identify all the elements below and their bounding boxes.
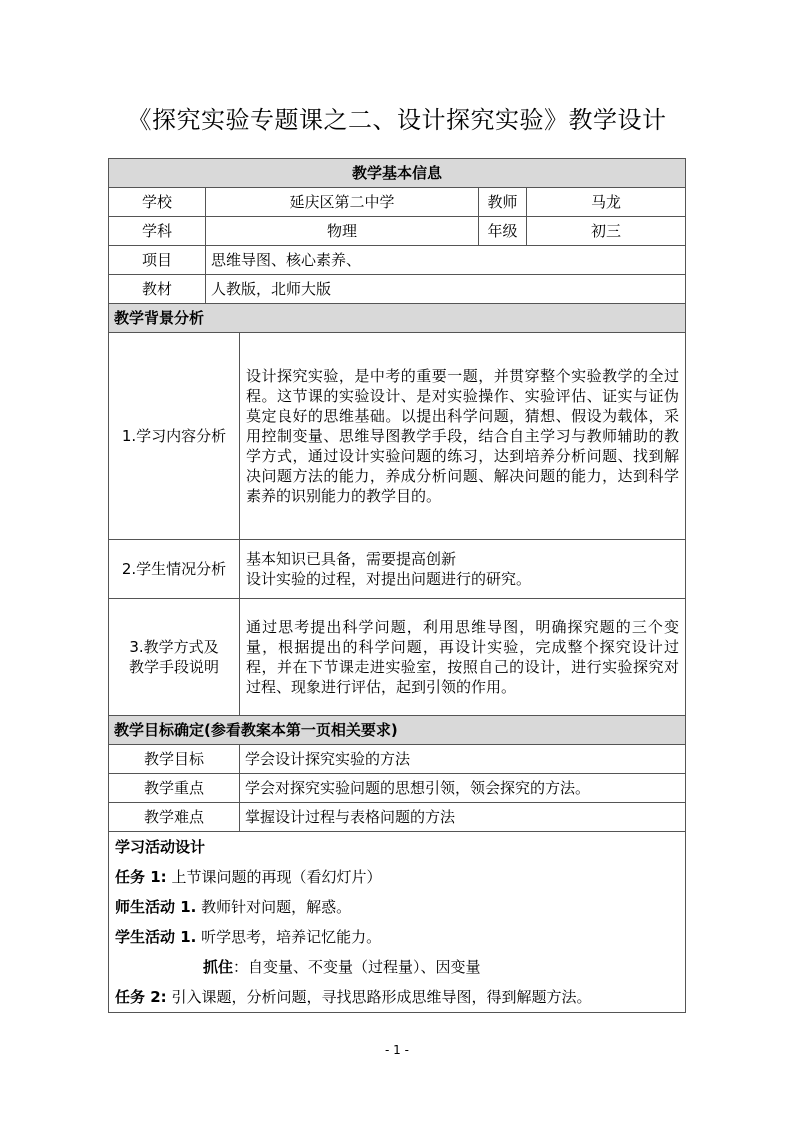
method-label-line2: 教学手段说明 <box>128 658 219 676</box>
background-header-row <box>109 304 686 333</box>
document-title: 《探究实验专题课之二、设计探究实验》教学设计 <box>127 106 667 134</box>
content-analysis-row <box>109 333 686 540</box>
method-text: 通过思考提出科学问题，利用思维导图，明确探究题的三个变量，根据提出的科学问题，再设计实验，完成整个探究设计过程，并在下节课走进实验室，按照自己的设计，进行实验探究对过程、现象进行评估，起到引领的作用。 <box>240 599 686 716</box>
goals-header: 教学目标确定(参看教案本第一页相关要求) <box>109 716 686 745</box>
grasp-label: 抓住 <box>203 958 234 976</box>
subject-value: 物理 <box>206 217 479 246</box>
task2-label: 任务 2: <box>115 988 167 1006</box>
focus-value: 学会对探究实验问题的思想引领，领会探究的方法。 <box>240 774 686 803</box>
difficulty-value: 掌握设计过程与表格问题的方法 <box>240 803 686 832</box>
subject-label: 学科 <box>109 217 206 246</box>
teacher-value: 马龙 <box>527 188 686 217</box>
content-analysis-label: 1.学习内容分析 <box>109 333 240 540</box>
grasp-line <box>115 952 679 982</box>
project-row <box>109 246 686 275</box>
goals-header-row <box>109 716 686 745</box>
teacher-activity-line <box>115 892 679 922</box>
objective-value: 学会设计探究实验的方法 <box>240 745 686 774</box>
task2-line <box>115 982 679 1012</box>
grade-value: 初三 <box>527 217 686 246</box>
objective-row <box>109 745 686 774</box>
student-analysis-label: 2.学生情况分析 <box>109 540 240 599</box>
grasp-text: ：自变量、不变量（过程量）、因变量 <box>233 958 481 976</box>
student-activity-label: 学生活动 1. <box>115 928 197 946</box>
textbook-label: 教材 <box>109 275 206 304</box>
textbook-value: 人教版，北师大版 <box>206 275 686 304</box>
task1-line <box>115 862 679 892</box>
school-row <box>109 188 686 217</box>
basic-info-header: 教学基本信息 <box>109 159 686 188</box>
student-analysis-text <box>240 540 686 599</box>
student-analysis-line1: 基本知识已具备，需要提高创新 <box>246 550 457 568</box>
school-value: 延庆区第二中学 <box>206 188 479 217</box>
background-header: 教学背景分析 <box>109 304 686 333</box>
grade-label: 年级 <box>479 217 527 246</box>
method-label-line1: 3.教学方式及 <box>129 638 219 656</box>
student-analysis-line2: 设计实验的过程，对提出问题进行的研究。 <box>246 570 532 588</box>
activities-row <box>109 832 686 1013</box>
teacher-label: 教师 <box>479 188 527 217</box>
objective-label: 教学目标 <box>109 745 240 774</box>
project-label: 项目 <box>109 246 206 275</box>
page-number: - 1 - <box>385 1043 409 1057</box>
project-value: 思维导图、核心素养、 <box>206 246 686 275</box>
student-analysis-row <box>109 540 686 599</box>
teacher-activity-label: 师生活动 1. <box>115 898 197 916</box>
method-row <box>109 599 686 716</box>
school-label: 学校 <box>109 188 206 217</box>
task2-text: 引入课题，分析问题，寻找思路形成思维导图，得到解题方法。 <box>166 988 592 1006</box>
lesson-plan-table <box>108 158 686 1013</box>
difficulty-row <box>109 803 686 832</box>
focus-label: 教学重点 <box>109 774 240 803</box>
teacher-activity-text: 教师针对问题，解惑。 <box>196 898 352 916</box>
difficulty-label: 教学难点 <box>109 803 240 832</box>
basic-info-header-row <box>109 159 686 188</box>
task1-label: 任务 1: <box>115 868 167 886</box>
task1-text: 上节课问题的再现（看幻灯片） <box>166 868 382 886</box>
student-activity-text: 听学思考，培养记忆能力。 <box>196 928 382 946</box>
focus-row <box>109 774 686 803</box>
activities-cell <box>109 832 686 1013</box>
activities-header: 学习活动设计 <box>115 838 206 856</box>
textbook-row <box>109 275 686 304</box>
method-label <box>109 599 240 716</box>
student-activity-line <box>115 922 679 952</box>
content-analysis-text: 设计探究实验，是中考的重要一题，并贯穿整个实验教学的全过程。这节课的实验设计、是对实验操作、实验评估、证实与证伪莫定良好的思维基础。以提出科学问题，猜想、假设为载体，采用控制变量、思维导图教学手段，结合自主学习与教师辅助的教学方式，通过设计实验问题的练习，达到培养分析问题、找到解决问题方法的能力，养成分析问题、解决问题的能力，达到科学素养的识别能力的教学目的。 <box>240 333 686 540</box>
subject-row <box>109 217 686 246</box>
